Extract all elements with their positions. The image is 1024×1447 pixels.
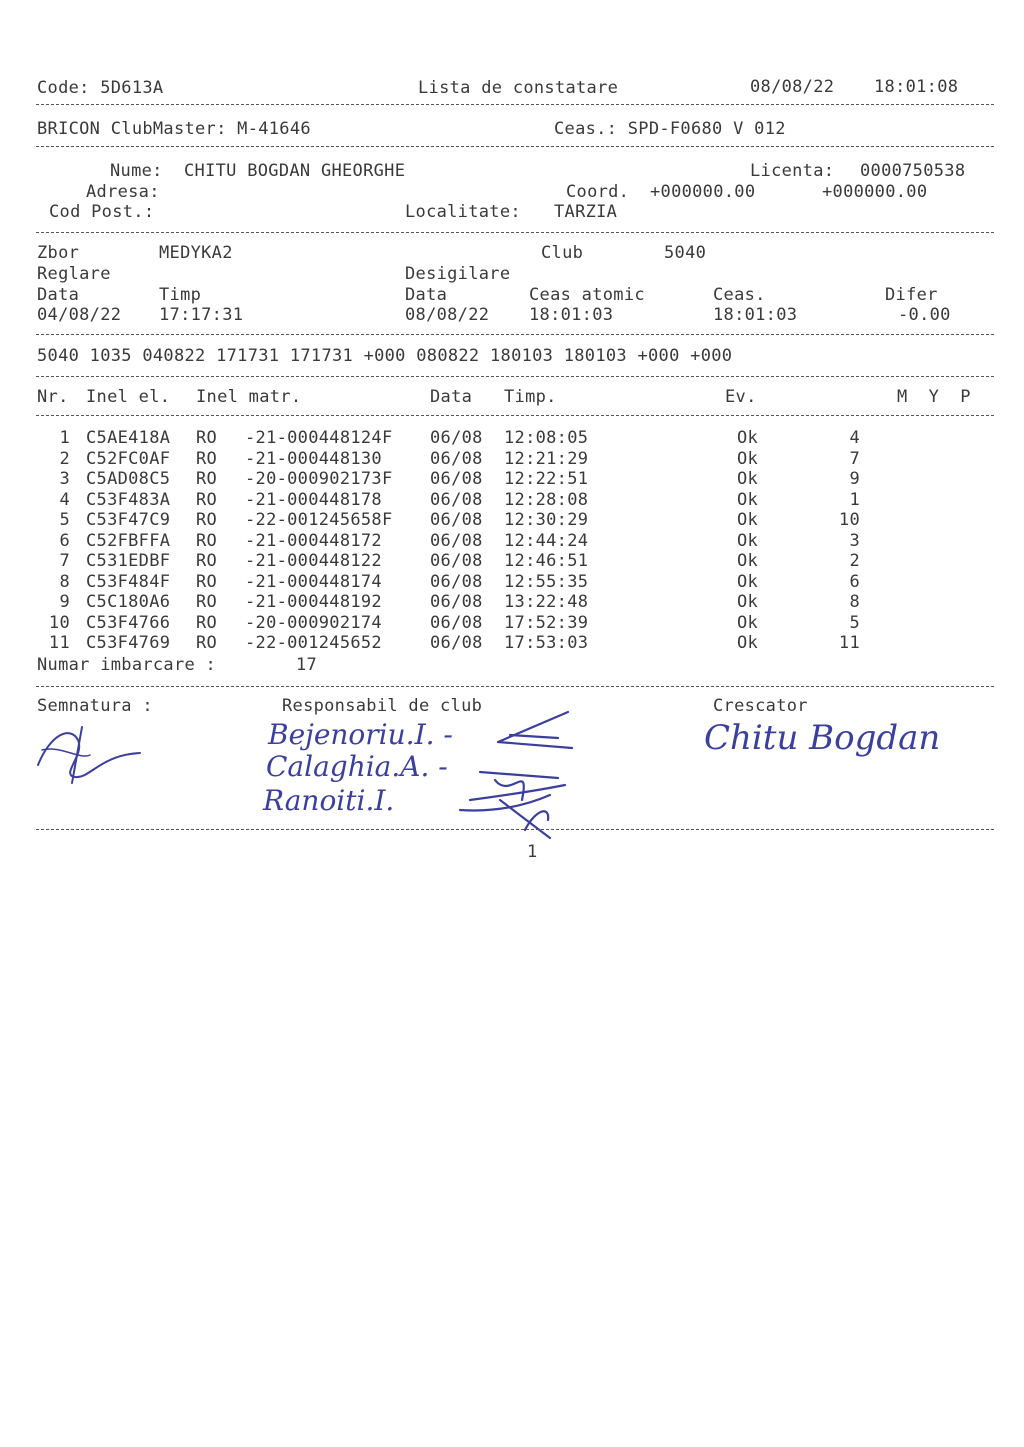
arrival-time: 12:22:51 bbox=[504, 469, 589, 489]
ring-number: -21-000448122 bbox=[245, 551, 382, 571]
breeder-signature: Chitu Bogdan bbox=[704, 718, 941, 758]
col-myp: M Y P bbox=[897, 387, 971, 407]
row-number: 8 bbox=[59, 571, 70, 592]
event-status: Ok bbox=[737, 612, 759, 633]
country-code: RO bbox=[196, 428, 218, 448]
row-number: 3 bbox=[59, 469, 70, 489]
separator bbox=[36, 686, 994, 687]
rank: 2 bbox=[849, 551, 860, 571]
club-responsible-label: Responsabil de club bbox=[282, 696, 483, 716]
arrival-date: 06/08 bbox=[430, 489, 483, 510]
boarding-count: 17 bbox=[296, 655, 318, 675]
country-code: RO bbox=[196, 530, 218, 551]
electronic-ring: C53F483A bbox=[86, 489, 171, 510]
event-status: Ok bbox=[737, 633, 759, 653]
print-time: 18:01:08 bbox=[874, 77, 959, 97]
separator bbox=[36, 376, 994, 377]
postcode-label: Cod Post.: bbox=[49, 202, 155, 222]
club-number: 5040 bbox=[664, 243, 707, 263]
electronic-ring: C52FC0AF bbox=[86, 448, 171, 469]
address-label: Adresa: bbox=[86, 182, 160, 202]
ring-number: -21-000448174 bbox=[245, 571, 382, 592]
atomic-clock-label: Ceas atomic bbox=[529, 285, 645, 305]
club-responsible-signature-1: Bejenoriu.I. - bbox=[268, 718, 453, 751]
country-code: RO bbox=[196, 469, 218, 489]
rank: 7 bbox=[849, 448, 860, 469]
electronic-ring: C53F47C9 bbox=[86, 510, 171, 530]
reglare-date: 04/08/22 bbox=[37, 305, 122, 325]
separator bbox=[36, 104, 994, 105]
row-number: 4 bbox=[59, 489, 70, 510]
flight-label: Zbor bbox=[37, 243, 80, 263]
event-status: Ok bbox=[737, 428, 759, 448]
arrival-date: 06/08 bbox=[430, 633, 483, 653]
arrival-time: 12:28:08 bbox=[504, 489, 589, 510]
flight-name: MEDYKA2 bbox=[159, 243, 233, 263]
electronic-ring: C53F4766 bbox=[86, 612, 171, 633]
event-status: Ok bbox=[737, 571, 759, 592]
ring-number: -22-001245652 bbox=[245, 633, 382, 653]
separator bbox=[36, 415, 994, 416]
desigilare-date-label: Data bbox=[405, 285, 448, 305]
locality-label: Localitate: bbox=[405, 202, 521, 222]
arrival-time: 17:53:03 bbox=[504, 633, 589, 653]
ring-number: -20-000902174 bbox=[245, 612, 382, 633]
row-number: 10 bbox=[48, 612, 70, 633]
coord-label: Coord. bbox=[566, 182, 630, 202]
row-number: 5 bbox=[59, 510, 70, 530]
rank: 6 bbox=[849, 571, 860, 592]
club-label: Club bbox=[541, 243, 584, 263]
rank: 10 bbox=[838, 510, 860, 530]
licence-number: 0000750538 bbox=[860, 161, 966, 181]
electronic-ring: C53F4769 bbox=[86, 633, 171, 653]
rank: 1 bbox=[849, 489, 860, 510]
arrival-time: 12:44:24 bbox=[504, 530, 589, 551]
signature-scribble bbox=[30, 715, 150, 785]
coord-y: +000000.00 bbox=[822, 182, 928, 202]
arrival-date: 06/08 bbox=[430, 571, 483, 592]
col-inel-matr: Inel matr. bbox=[196, 387, 302, 407]
reglare-label: Reglare bbox=[37, 264, 111, 284]
name-label: Nume: bbox=[110, 161, 163, 181]
country-code: RO bbox=[196, 489, 218, 510]
clubmaster-device: BRICON ClubMaster: M-41646 bbox=[37, 119, 311, 139]
difference-label: Difer bbox=[885, 285, 938, 305]
arrival-date: 06/08 bbox=[430, 530, 483, 551]
electronic-ring: C5AD08C5 bbox=[86, 469, 171, 489]
country-code: RO bbox=[196, 510, 218, 530]
country-code: RO bbox=[196, 592, 218, 612]
clock-label: Ceas. bbox=[713, 285, 766, 305]
ring-number: -20-000902173F bbox=[245, 469, 393, 489]
ring-number: -21-000448172 bbox=[245, 530, 382, 551]
event-status: Ok bbox=[737, 469, 759, 489]
signature-label: Semnatura : bbox=[37, 696, 153, 716]
rank: 4 bbox=[849, 428, 860, 448]
electronic-ring: C5C180A6 bbox=[86, 592, 171, 612]
breeder-label: Crescator bbox=[713, 696, 808, 716]
country-code: RO bbox=[196, 571, 218, 592]
country-code: RO bbox=[196, 448, 218, 469]
country-code: RO bbox=[196, 551, 218, 571]
col-data: Data bbox=[430, 387, 473, 407]
desigilare-date: 08/08/22 bbox=[405, 305, 490, 325]
row-number: 11 bbox=[48, 633, 70, 653]
reglare-time: 17:17:31 bbox=[159, 305, 244, 325]
club-responsible-signature-2: Calaghia.A. - bbox=[266, 750, 448, 783]
reglare-time-label: Timp bbox=[159, 285, 202, 305]
arrival-date: 06/08 bbox=[430, 469, 483, 489]
arrival-time: 12:46:51 bbox=[504, 551, 589, 571]
arrival-date: 06/08 bbox=[430, 428, 483, 448]
club-signature-scribble bbox=[440, 700, 590, 850]
rank: 8 bbox=[849, 592, 860, 612]
arrival-time: 12:55:35 bbox=[504, 571, 589, 592]
event-status: Ok bbox=[737, 551, 759, 571]
arrival-date: 06/08 bbox=[430, 448, 483, 469]
rank: 9 bbox=[849, 469, 860, 489]
col-inel-el: Inel el. bbox=[86, 387, 171, 407]
event-status: Ok bbox=[737, 510, 759, 530]
rank: 3 bbox=[849, 530, 860, 551]
flight-code-line: 5040 1035 040822 171731 171731 +000 080822 180103 180103 +000 +000 bbox=[37, 346, 733, 366]
rank: 5 bbox=[849, 612, 860, 633]
locality: TARZIA bbox=[554, 202, 618, 222]
ring-number: -21-000448124F bbox=[245, 428, 393, 448]
arrival-time: 12:30:29 bbox=[504, 510, 589, 530]
rank: 11 bbox=[838, 633, 860, 653]
boarding-label: Numar imbarcare : bbox=[37, 655, 217, 675]
electronic-ring: C53F484F bbox=[86, 571, 171, 592]
ring-number: -21-000448178 bbox=[245, 489, 382, 510]
atomic-clock-time: 18:01:03 bbox=[529, 305, 614, 325]
separator bbox=[36, 829, 994, 830]
arrival-date: 06/08 bbox=[430, 510, 483, 530]
difference-value: -0.00 bbox=[898, 305, 951, 325]
event-status: Ok bbox=[737, 592, 759, 612]
separator bbox=[36, 146, 994, 147]
electronic-ring: C52FBFFA bbox=[86, 530, 171, 551]
electronic-ring: C5AE418A bbox=[86, 428, 171, 448]
row-number: 2 bbox=[59, 448, 70, 469]
owner-name: CHITU BOGDAN GHEORGHE bbox=[184, 161, 406, 181]
desigilare-label: Desigilare bbox=[405, 264, 511, 284]
licence-label: Licenta: bbox=[750, 161, 835, 181]
clock-id: Ceas.: SPD-F0680 V 012 bbox=[554, 119, 786, 139]
country-code: RO bbox=[196, 612, 218, 633]
ring-number: -22-001245658F bbox=[245, 510, 393, 530]
arrival-date: 06/08 bbox=[430, 612, 483, 633]
row-number: 6 bbox=[59, 530, 70, 551]
event-status: Ok bbox=[737, 530, 759, 551]
row-number: 7 bbox=[59, 551, 70, 571]
clock-time: 18:01:03 bbox=[713, 305, 798, 325]
arrival-time: 12:08:05 bbox=[504, 428, 589, 448]
separator bbox=[36, 232, 994, 233]
col-ev: Ev. bbox=[725, 387, 757, 407]
row-number: 1 bbox=[59, 428, 70, 448]
event-status: Ok bbox=[737, 448, 759, 469]
ring-number: -21-000448130 bbox=[245, 448, 382, 469]
arrival-time: 13:22:48 bbox=[504, 592, 589, 612]
arrival-time: 12:21:29 bbox=[504, 448, 589, 469]
document-code: Code: 5D613A bbox=[37, 78, 164, 98]
row-number: 9 bbox=[59, 592, 70, 612]
club-responsible-signature-3: Ranoiti.I. bbox=[263, 784, 395, 817]
arrival-date: 06/08 bbox=[430, 551, 483, 571]
col-nr: Nr. bbox=[37, 387, 69, 407]
electronic-ring: C531EDBF bbox=[86, 551, 171, 571]
print-date: 08/08/22 bbox=[750, 77, 835, 97]
separator bbox=[36, 334, 994, 335]
coord-x: +000000.00 bbox=[650, 182, 756, 202]
arrival-date: 06/08 bbox=[430, 592, 483, 612]
document-title: Lista de constatare bbox=[418, 78, 619, 98]
reglare-date-label: Data bbox=[37, 285, 80, 305]
country-code: RO bbox=[196, 633, 218, 653]
page-number: 1 bbox=[527, 842, 538, 862]
event-status: Ok bbox=[737, 489, 759, 510]
col-timp: Timp. bbox=[504, 387, 557, 407]
arrival-time: 17:52:39 bbox=[504, 612, 589, 633]
ring-number: -21-000448192 bbox=[245, 592, 382, 612]
